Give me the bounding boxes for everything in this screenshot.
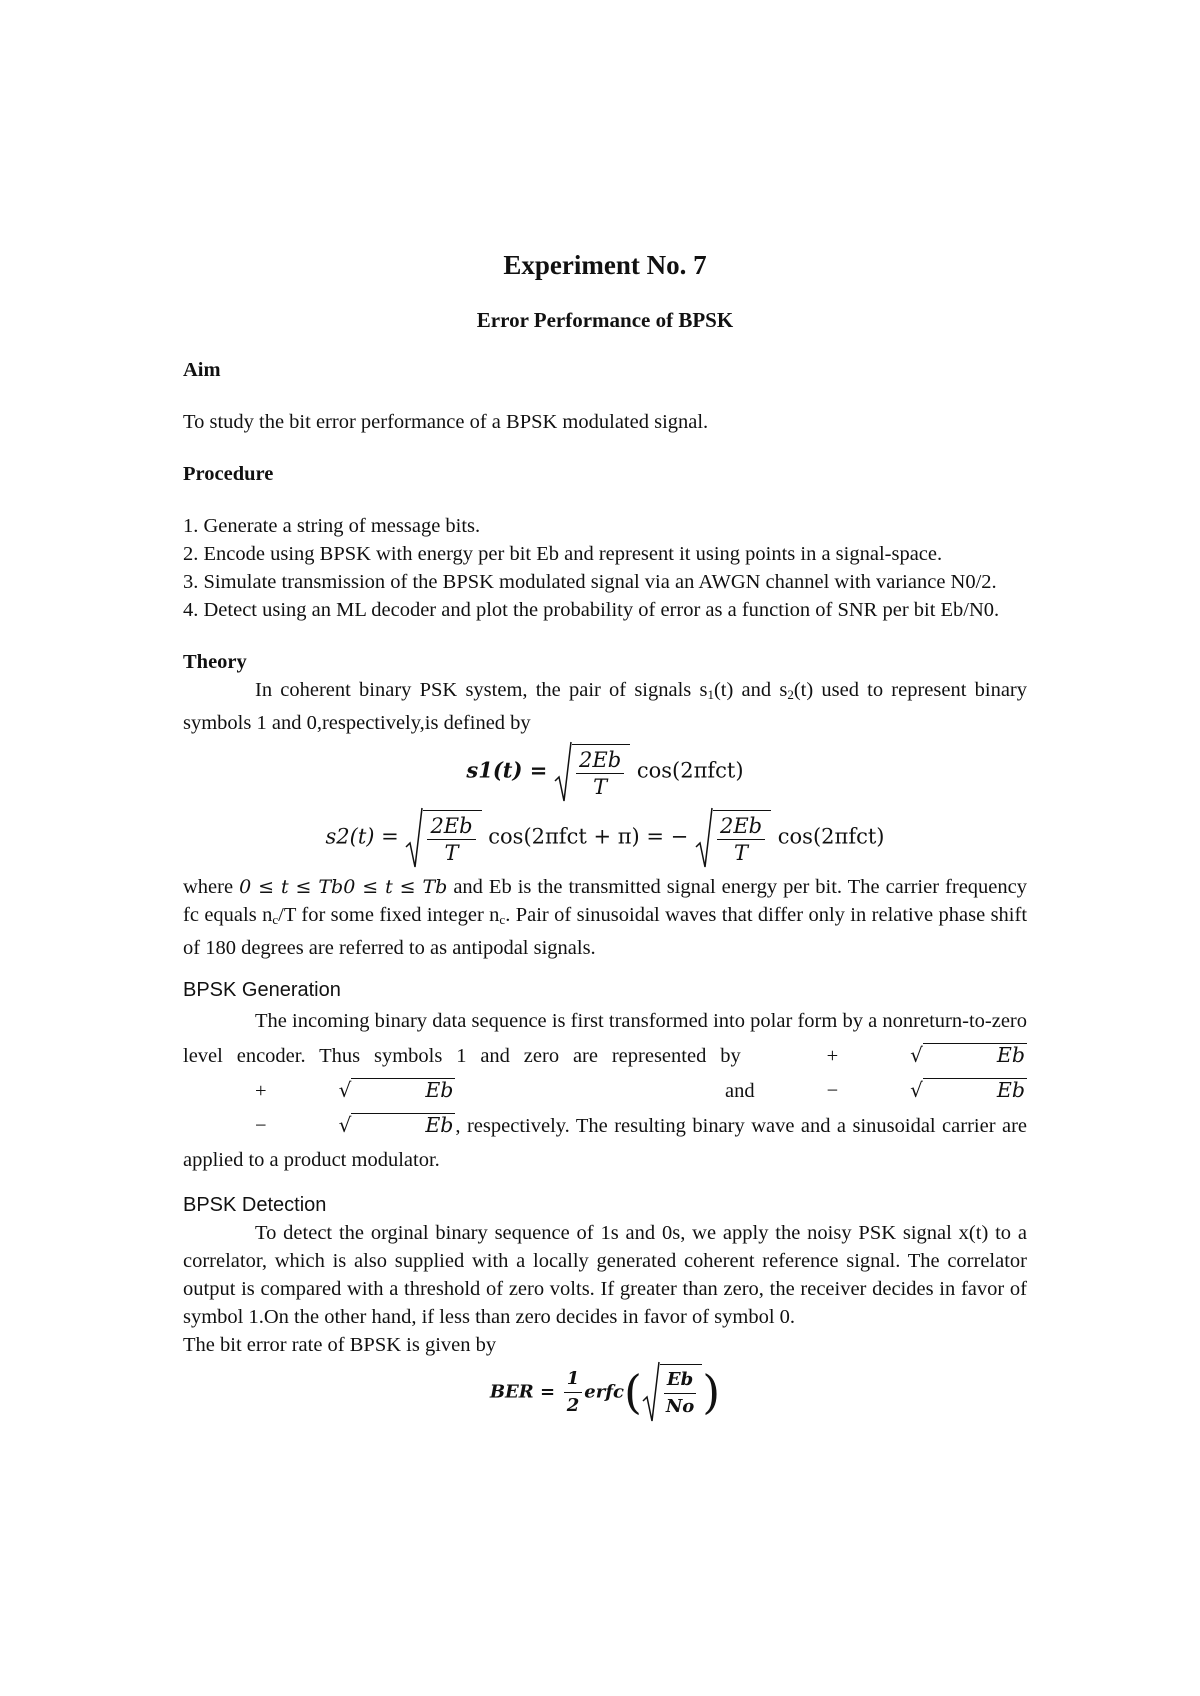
aim-heading: Aim [183, 359, 221, 381]
procedure-steps [183, 512, 1027, 624]
procedure-step: 3. Simulate transmission of the BPSK modulated signal via an AWGN channel with variance N0/2. [183, 571, 997, 593]
page-title: Experiment No. 7 [503, 250, 707, 280]
procedure-step: 2. Encode using BPSK with energy per bit Eb and represent it using points in a signal-space. [183, 543, 943, 565]
generation-heading: BPSK Generation [183, 979, 341, 1001]
equation-ber: BER = $\frac{1}{2}$ erfc( $\frac{Eb}{No}$ ) [183, 1361, 1027, 1423]
equation-s1: s1(t) = $\frac{2Eb}{T}$ cos(2πfct) [183, 741, 1027, 803]
generation-text: The incoming binary data sequence is first transformed into polar form by a nonreturn-to-zero level encoder. Thus symbols 1 and zero are represented by + √ Eb + √ Eb and − √ Eb − √ Eb , respectively. The resulting binary wave and a sinusoidal carrier are applied to a product modulator. [183, 1010, 1027, 1171]
procedure-step: 4. Detect using an ML decoder and plot the probability of error as a function of SNR per bit Eb/N0. [183, 599, 1000, 621]
detection-text: To detect the orginal binary sequence of 1s and 0s, we apply the noisy PSK signal x(t) to a correlator, which is also supplied with a locally generated coherent reference signal. The correlator output is compared with a threshold of zero volts. If greater than zero, the receiver decides in favor of symbol 1.On the other hand, if less than zero decides in favor of symbol 0. [183, 1222, 1027, 1328]
page-subtitle: Error Performance of BPSK [476, 308, 734, 332]
procedure-heading: Procedure [183, 463, 274, 485]
procedure-step: 1. Generate a string of message bits. [183, 515, 481, 537]
theory-heading: Theory [183, 651, 247, 673]
aim-text: To study the bit error performance of a BPSK modulated signal. [183, 411, 709, 433]
theory-intro: In coherent binary PSK system, the pair of signals $s_1(t)$ and $s_2(t)$ used to represent binary symbols 1 and 0,respectively,is defined by [183, 679, 1027, 734]
document-content [183, 248, 1027, 1423]
theory-where: where 0 ≤ t ≤ Tb0 ≤ t ≤ Tb and Eb is the transmitted signal energy per bit. The carrier frequency fc equals $n_c/T$ for some fixed integer $n_c$. Pair of sinusoidal waves that differ only in relative phase shift of 180 degrees are referred to as antipodal signals. [183, 876, 1028, 959]
detection-heading: BPSK Detection [183, 1194, 327, 1216]
equation-s2: s2(t) = $\frac{2Eb}{T}$ cos(2πfct + π) = − $\frac{2Eb}{T}$ cos(2πfct) [183, 807, 1027, 869]
ber-intro: The bit error rate of BPSK is given by [183, 1334, 497, 1356]
